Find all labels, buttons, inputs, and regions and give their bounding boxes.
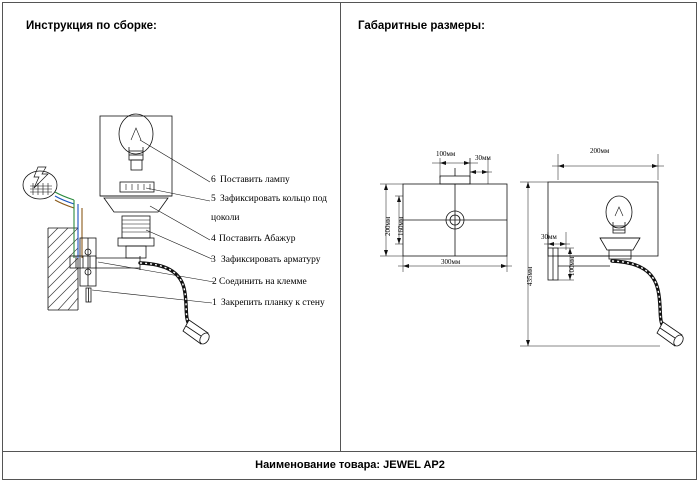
dim-shade-top-width: 100мм xyxy=(436,150,456,158)
step-number-1: 1 xyxy=(212,298,217,308)
step-label-3: Зафиксировать арматуру xyxy=(221,255,321,265)
right-panel-title: Габаритные размеры: xyxy=(358,20,485,32)
step-number-5: 5 xyxy=(211,194,216,204)
dim-shade-bottom-width: 300мм xyxy=(441,258,461,266)
dim-plate-height-side: 100мм xyxy=(568,256,576,276)
step-label-5-cont: цоколи xyxy=(211,213,240,223)
step-label-2: Соединить на клемме xyxy=(219,277,307,287)
step-number-4: 4 xyxy=(211,234,216,244)
dim-total-height: 435мм xyxy=(526,266,534,286)
step-number-6: 6 xyxy=(211,175,216,185)
dim-plate-height: 160мм xyxy=(397,216,405,236)
step-number-2: 2 xyxy=(212,277,217,287)
step-label-6: Поставить лампу xyxy=(220,175,290,185)
dim-bracket-depth: 30мм xyxy=(541,233,557,241)
step-label-4: Поставить Абажур xyxy=(219,234,296,244)
dim-depth: 200мм xyxy=(590,147,610,155)
left-panel-title: Инструкция по сборке: xyxy=(26,20,157,32)
dim-shade-top-offset: 30мм xyxy=(475,154,491,162)
step-number-3: 3 xyxy=(211,255,216,265)
step-label-1: Закрепить планку к стену xyxy=(221,298,325,308)
step-label-5: Зафиксировать кольцо под xyxy=(220,194,328,204)
product-name-footer: Наименование товара: JEWEL AP2 xyxy=(255,459,445,471)
dim-shade-height: 200мм xyxy=(384,216,392,236)
